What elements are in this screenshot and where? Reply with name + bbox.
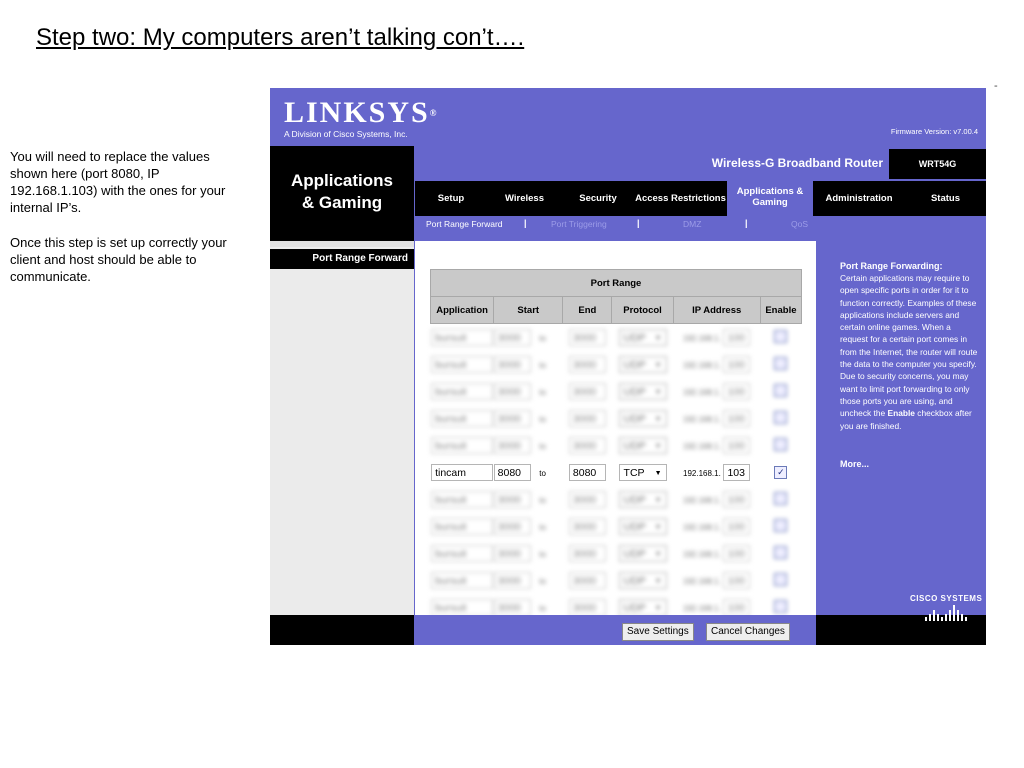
ip-suffix-input[interactable]: 100 <box>723 356 750 373</box>
end-port-input[interactable]: 3000 <box>569 383 606 400</box>
model-name: WRT54G <box>889 149 986 179</box>
logo-subtitle: A Division of Cisco Systems, Inc. <box>284 129 408 139</box>
protocol-value: UDP <box>623 575 646 587</box>
tab-setup[interactable]: Setup <box>437 193 465 204</box>
ip-prefix-label: 192.168.1. <box>683 361 721 370</box>
tab-access-restrictions[interactable]: Access Restrictions <box>635 193 726 204</box>
table-row <box>431 378 802 405</box>
protocol-value: UDP <box>623 548 646 560</box>
enable-checkbox[interactable] <box>774 384 787 397</box>
chevron-down-icon: ▼ <box>654 578 662 585</box>
col-application: Application <box>431 297 494 324</box>
protocol-value: UDP <box>623 386 646 398</box>
subtab-dmz[interactable]: DMZ <box>683 219 702 229</box>
subtab-separator: | <box>637 218 640 228</box>
table-row <box>431 540 802 567</box>
enable-checkbox[interactable] <box>774 519 787 532</box>
protocol-select[interactable] <box>619 491 667 508</box>
chevron-down-icon: ▼ <box>654 605 662 612</box>
to-label: to <box>539 442 546 451</box>
start-port-input[interactable]: 3000 <box>494 518 531 535</box>
ip-prefix-label: 192.168.1. <box>683 469 721 478</box>
ip-suffix-input[interactable]: 100 <box>723 329 750 346</box>
enable-checkbox[interactable] <box>774 492 787 505</box>
end-port-input[interactable]: 3000 <box>569 599 606 616</box>
ip-prefix-label: 192.168.1. <box>683 523 721 532</box>
tab-wireless[interactable]: Wireless <box>505 193 544 204</box>
section-header <box>270 146 414 242</box>
chevron-down-icon: ▼ <box>654 443 662 450</box>
corner-mark: - <box>994 80 998 92</box>
protocol-value: UDP <box>623 359 646 371</box>
application-name-input[interactable]: bursuit <box>431 572 493 589</box>
protocol-value: UDP <box>623 440 646 452</box>
protocol-select[interactable] <box>619 464 667 481</box>
end-port-input[interactable]: 3000 <box>569 491 606 508</box>
application-name-input[interactable]: bursuit <box>431 410 493 427</box>
left-panel <box>270 247 414 615</box>
product-bar <box>415 146 986 179</box>
cisco-wordmark: CISCO SYSTEMS <box>910 594 983 603</box>
ip-suffix-input[interactable]: 100 <box>723 491 750 508</box>
protocol-select[interactable] <box>619 410 667 427</box>
end-port-input[interactable]: 8080 <box>569 464 606 481</box>
to-label: to <box>539 361 546 370</box>
protocol-value: UDP <box>623 413 646 425</box>
ip-prefix-label: 192.168.1. <box>683 577 721 586</box>
end-port-input[interactable]: 3000 <box>569 572 606 589</box>
col-start: Start <box>494 297 563 324</box>
help-body <box>840 272 980 432</box>
chevron-down-icon: ▼ <box>654 470 662 477</box>
protocol-select[interactable] <box>619 518 667 535</box>
enable-checkbox[interactable] <box>774 573 787 586</box>
col-protocol: Protocol <box>612 297 673 324</box>
col-end: End <box>563 297 612 324</box>
chevron-down-icon: ▼ <box>654 335 662 342</box>
col-ip-address: IP Address <box>673 297 760 324</box>
start-port-input[interactable]: 3000 <box>494 545 531 562</box>
to-label: to <box>539 415 546 424</box>
subtab-qos[interactable]: QoS <box>791 219 809 229</box>
application-name-input[interactable]: bursuit <box>431 545 493 562</box>
ip-suffix-input[interactable]: 100 <box>723 572 750 589</box>
to-label: to <box>539 604 546 613</box>
table-row-tincam <box>431 459 802 486</box>
ip-suffix-input[interactable]: 100 <box>723 545 750 562</box>
instruction-note: You will need to replace the values shown here (port 8080, IP 192.168.1.103) with the ones for your internal IP’s. <box>10 149 226 215</box>
subtab-port-range-forward[interactable]: Port Range Forward <box>426 219 503 229</box>
protocol-value: UDP <box>623 494 646 506</box>
help-title: Port Range Forwarding: <box>840 261 943 271</box>
start-port-input[interactable]: 3000 <box>494 599 531 616</box>
port-range-table <box>430 269 802 621</box>
chevron-down-icon: ▼ <box>654 524 662 531</box>
section-title-line2: & Gaming <box>301 193 383 212</box>
table-row <box>431 405 802 432</box>
ip-prefix-label: 192.168.1. <box>683 604 721 613</box>
cancel-changes-button[interactable]: Cancel Changes <box>706 623 790 641</box>
to-label: to <box>539 550 546 559</box>
subtab-separator: | <box>745 218 748 228</box>
help-emphasis: Enable <box>887 408 915 419</box>
product-name: Wireless-G Broadband Router <box>711 156 883 170</box>
start-port-input[interactable]: 3000 <box>494 356 531 373</box>
application-name-input[interactable]: bursuit <box>431 356 493 373</box>
protocol-select[interactable] <box>619 329 667 346</box>
start-port-input[interactable]: 3000 <box>494 437 531 454</box>
section-title <box>270 170 414 214</box>
logo-wordmark: LINKSYS <box>284 96 430 129</box>
cisco-bars-icon <box>910 605 982 621</box>
table-row <box>431 432 802 459</box>
subtab-separator: | <box>524 218 527 228</box>
cisco-logo <box>910 594 982 621</box>
help-more-link[interactable]: More... <box>840 459 870 469</box>
application-name-input[interactable]: tincam <box>431 464 493 481</box>
help-panel <box>816 241 986 615</box>
table-row <box>431 486 802 513</box>
application-name-input[interactable]: bursuit <box>431 383 493 400</box>
router-screenshot <box>270 88 986 645</box>
left-section-label: Port Range Forward <box>270 249 414 269</box>
ip-suffix-input[interactable]: 100 <box>723 599 750 616</box>
start-port-input[interactable]: 8080 <box>494 464 531 481</box>
protocol-value: TCP <box>623 467 645 479</box>
enable-checkbox[interactable] <box>774 438 787 451</box>
logo-registered-mark: ® <box>429 108 439 118</box>
enable-checkbox[interactable]: ✓ <box>774 466 787 479</box>
start-port-input[interactable]: 3000 <box>494 572 531 589</box>
ip-suffix-input[interactable]: 100 <box>723 437 750 454</box>
ip-prefix-label: 192.168.1. <box>683 334 721 343</box>
enable-checkbox[interactable] <box>774 330 787 343</box>
protocol-select[interactable] <box>619 572 667 589</box>
protocol-value: UDP <box>623 521 646 533</box>
application-name-input[interactable]: bursuit <box>431 518 493 535</box>
col-enable: Enable <box>760 297 801 324</box>
start-port-input[interactable]: 3000 <box>494 329 531 346</box>
end-port-input[interactable]: 3000 <box>569 518 606 535</box>
ip-prefix-label: 192.168.1. <box>683 442 721 451</box>
ip-prefix-label: 192.168.1. <box>683 388 721 397</box>
sub-tab-bar <box>415 216 986 234</box>
table-row <box>431 324 802 352</box>
to-label: to <box>539 577 546 586</box>
protocol-select[interactable] <box>619 599 667 616</box>
enable-checkbox[interactable] <box>774 357 787 370</box>
end-port-input[interactable]: 3000 <box>569 329 606 346</box>
enable-checkbox[interactable] <box>774 546 787 559</box>
help-text: Certain applications may require to open specific ports in order for it to function correctly. Examples of these applications include servers and certain online games. When a request for a certain port comes in from the Internet, the router will route the data to the computer you specify. Due to security concerns, you may want to limit port forwarding to only those ports you are using, and uncheck the <box>840 273 978 419</box>
ip-suffix-input[interactable]: 100 <box>723 518 750 535</box>
application-name-input[interactable]: bursuit <box>431 329 493 346</box>
ip-prefix-label: 192.168.1. <box>683 415 721 424</box>
ip-prefix-label: 192.168.1. <box>683 550 721 559</box>
application-name-input[interactable]: bursuit <box>431 599 493 616</box>
tab-administration[interactable]: Administration <box>825 193 893 204</box>
ip-prefix-label: 192.168.1. <box>683 496 721 505</box>
to-label: to <box>539 523 546 532</box>
chevron-down-icon: ▼ <box>654 389 662 396</box>
chevron-down-icon: ▼ <box>654 497 662 504</box>
tab-security[interactable]: Security <box>579 193 617 204</box>
protocol-select[interactable] <box>619 437 667 454</box>
protocol-select[interactable] <box>619 383 667 400</box>
footer-left <box>270 615 414 645</box>
subtab-port-triggering[interactable]: Port Triggering <box>551 219 607 229</box>
to-label: to <box>539 469 546 478</box>
end-port-input[interactable]: 3000 <box>569 545 606 562</box>
end-port-input[interactable]: 3000 <box>569 356 606 373</box>
to-label: to <box>539 388 546 397</box>
table-row <box>431 567 802 594</box>
outcome-note: Once this step is set up correctly your client and host should be able to communicate. <box>10 235 227 284</box>
slide-title: Step two: My computers aren’t talking con’t…. <box>36 24 525 51</box>
protocol-value: UDP <box>623 602 646 614</box>
enable-checkbox[interactable] <box>774 411 787 424</box>
chevron-down-icon: ▼ <box>654 416 662 423</box>
to-label: to <box>539 496 546 505</box>
start-port-input[interactable]: 3000 <box>494 383 531 400</box>
chevron-down-icon: ▼ <box>654 362 662 369</box>
port-range-header: Port Range <box>431 270 802 297</box>
linksys-logo <box>284 98 438 139</box>
application-name-input[interactable]: bursuit <box>431 491 493 508</box>
ip-suffix-input[interactable]: 103 <box>723 464 750 481</box>
protocol-select[interactable] <box>619 545 667 562</box>
chevron-down-icon: ▼ <box>654 551 662 558</box>
tab-status[interactable]: Status <box>930 193 961 204</box>
tab-applications-gaming[interactable]: Applications & Gaming <box>727 177 813 216</box>
application-name-input[interactable]: bursuit <box>431 437 493 454</box>
table-row <box>431 513 802 540</box>
start-port-input[interactable]: 3000 <box>494 491 531 508</box>
section-title-line1: Applications <box>290 171 393 190</box>
help-text-end: checkbox after you are finished. <box>840 408 972 431</box>
table-row <box>431 351 802 378</box>
main-tab-bar <box>415 181 986 216</box>
start-port-input[interactable]: 3000 <box>494 410 531 427</box>
protocol-value: UDP <box>623 332 646 344</box>
enable-checkbox[interactable] <box>774 600 787 613</box>
ip-suffix-input[interactable]: 100 <box>723 410 750 427</box>
end-port-input[interactable]: 3000 <box>569 410 606 427</box>
ip-suffix-input[interactable]: 100 <box>723 383 750 400</box>
firmware-version: Firmware Version: v7.00.4 <box>890 127 978 136</box>
save-settings-button[interactable]: Save Settings <box>622 623 694 641</box>
protocol-select[interactable] <box>619 356 667 373</box>
to-label: to <box>539 334 546 343</box>
end-port-input[interactable]: 3000 <box>569 437 606 454</box>
